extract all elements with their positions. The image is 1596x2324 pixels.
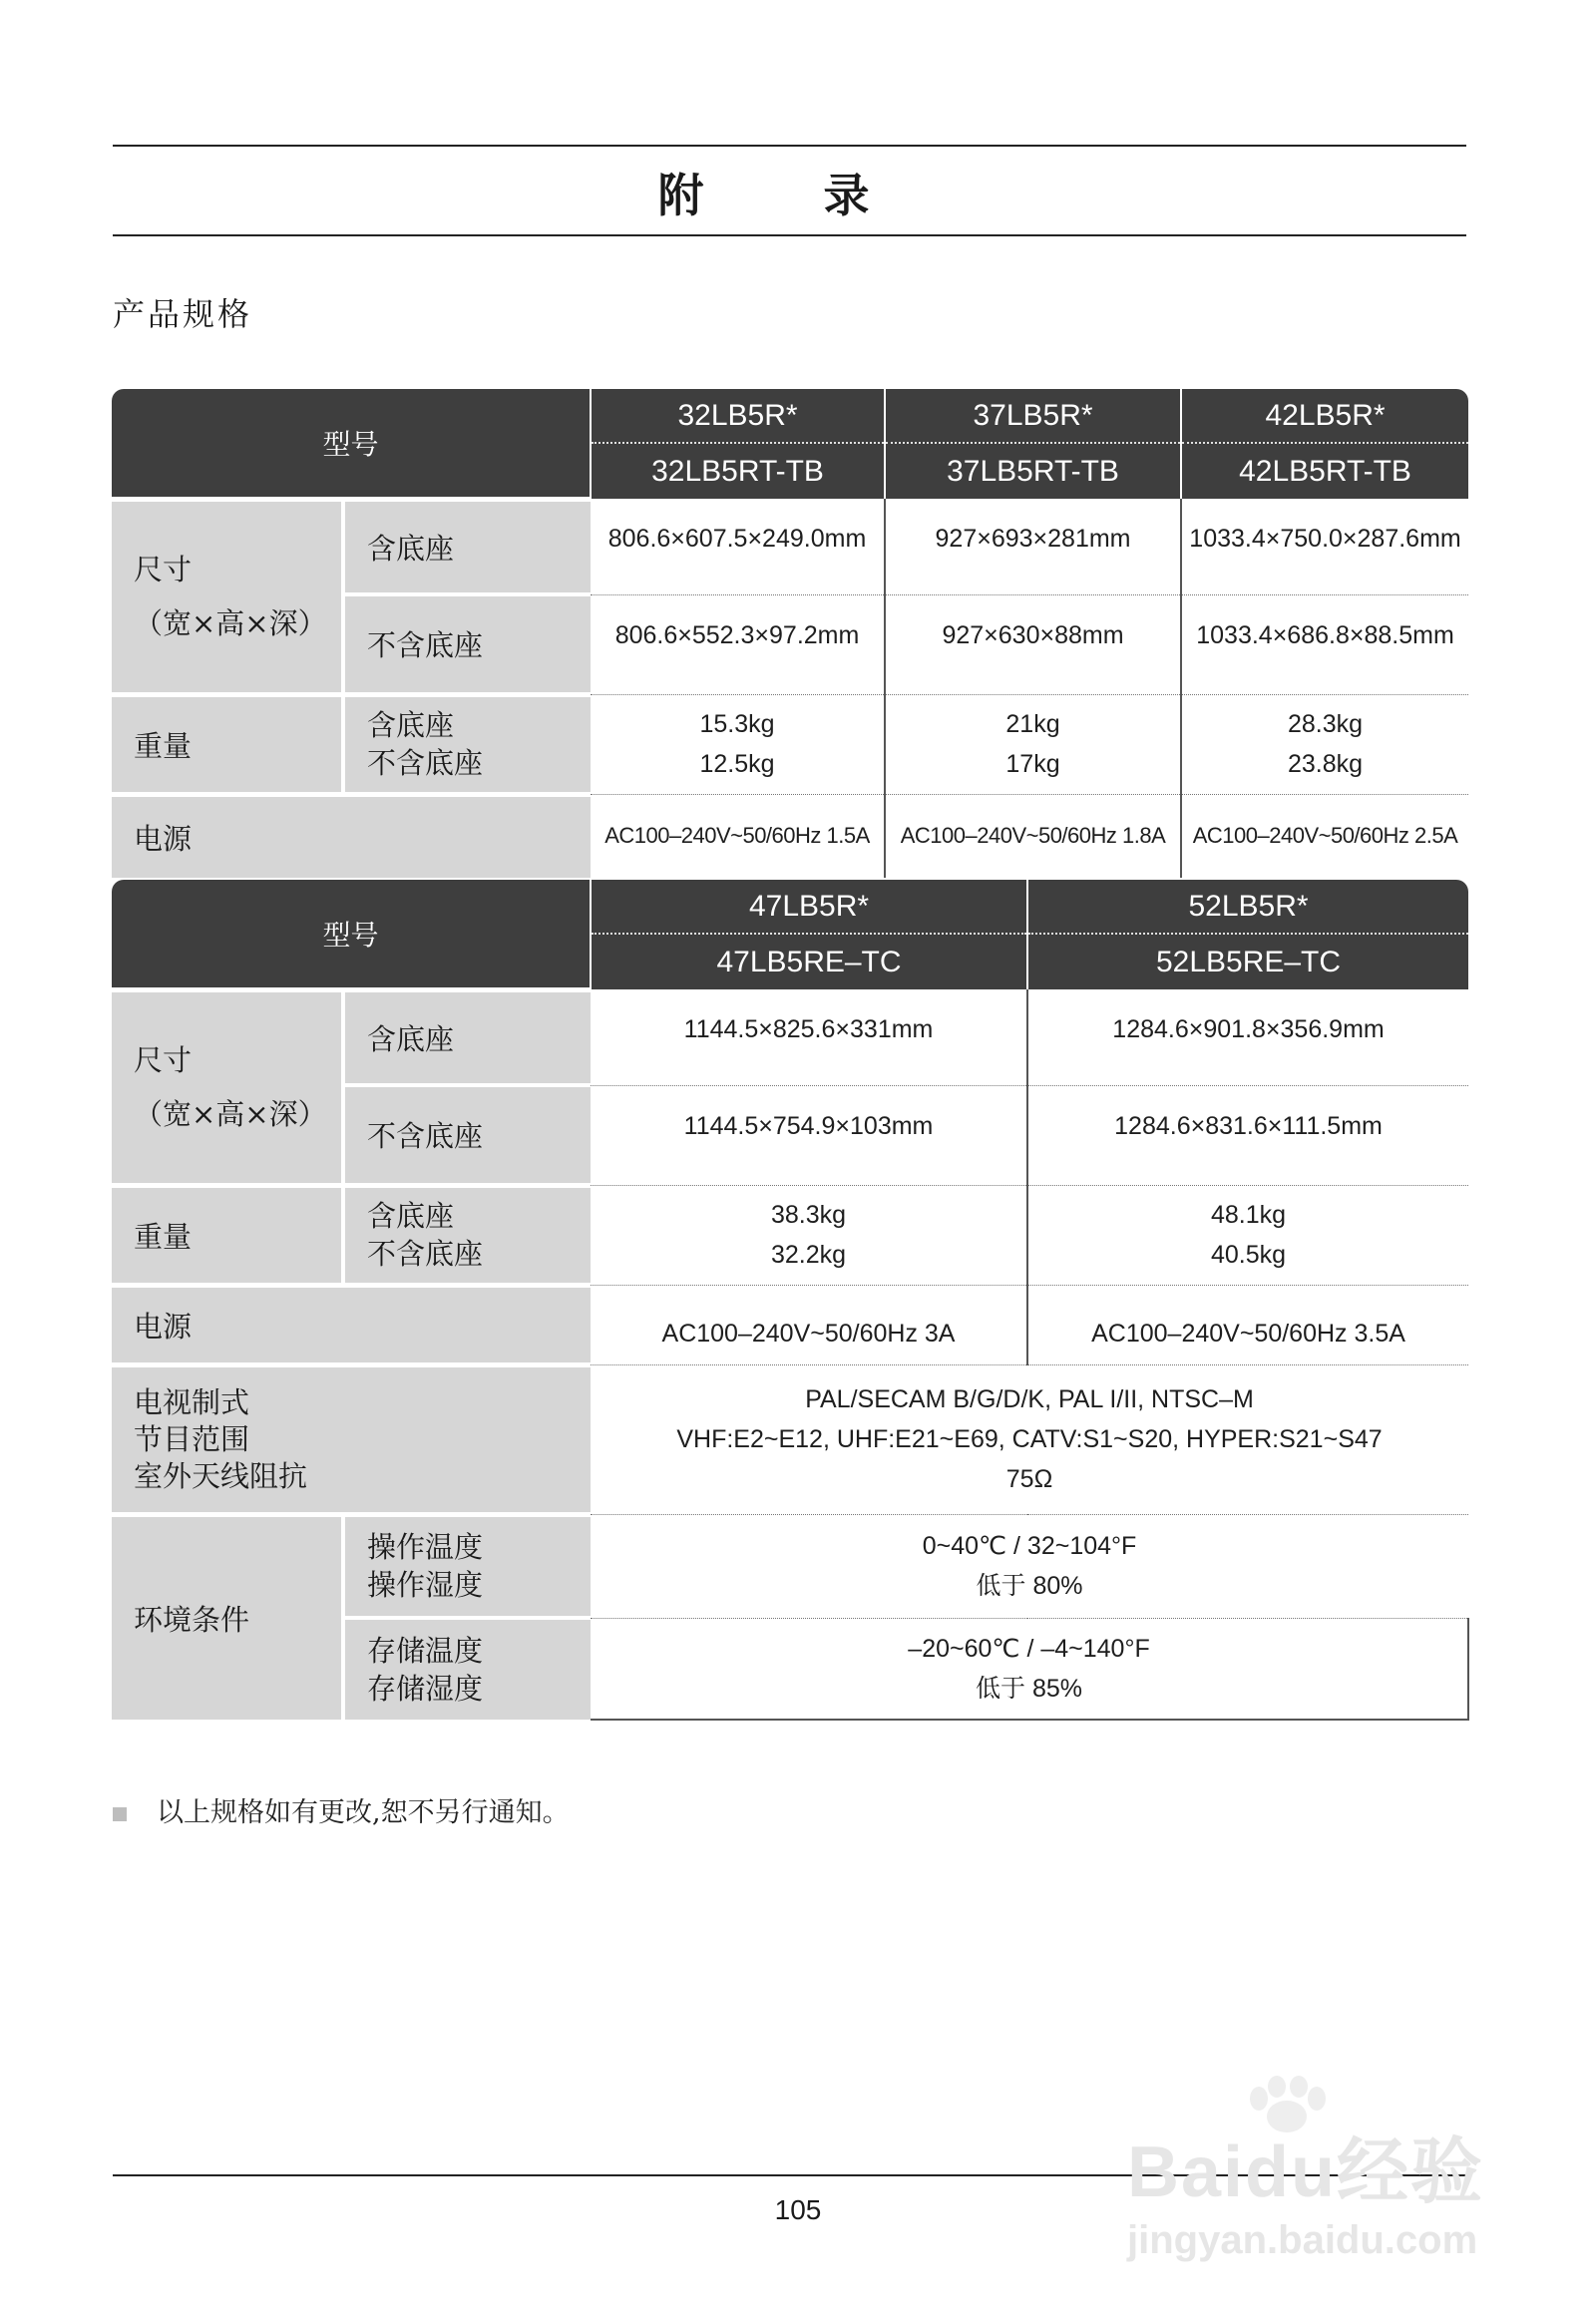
st-humid-value: 低于 85% (976, 1674, 1082, 1703)
weight-values (591, 694, 885, 794)
without-stand-label: 不含底座 (343, 1085, 591, 1185)
weight-sub-labels (343, 1185, 591, 1285)
weight-with-stand: 48.1kg (1210, 1201, 1287, 1229)
size-without-stand: 1284.6×831.6×111.5mm (1027, 1085, 1468, 1185)
power-label: 电源 (112, 1285, 591, 1364)
op-humid-label: 操作湿度 (367, 1568, 484, 1603)
weight-values (885, 694, 1181, 794)
weight-without-stand: 12.5kg (699, 750, 775, 778)
env-label: 环境条件 (112, 1514, 343, 1720)
weight-without-stand: 17kg (1005, 750, 1060, 778)
power-value: AC100–240V~50/60Hz 1.8A (885, 794, 1181, 878)
weight-values (1181, 694, 1468, 794)
model-header-label: 型号 (112, 389, 591, 499)
section-heading: 产品规格 (113, 295, 253, 333)
st-temp-label: 存储温度 (367, 1634, 484, 1668)
model-name: 47LB5R* (591, 880, 1027, 934)
channel-range-value: VHF:E2~E12, UHF:E21~E69, CATV:S1~S20, HYPER:S21~S47 (676, 1425, 1383, 1453)
power-value: AC100–240V~50/60Hz 3A (591, 1285, 1027, 1364)
size-label-text: 尺寸 (134, 1043, 193, 1077)
power-value: AC100–240V~50/60Hz 2.5A (1181, 794, 1468, 878)
page-title: 附 录 (657, 169, 922, 222)
spec-table-1 (112, 389, 1468, 878)
without-stand-label: 不含底座 (343, 594, 591, 694)
storage-values (591, 1618, 1468, 1720)
with-stand-label: 含底座 (367, 708, 455, 742)
weight-without-stand: 32.2kg (770, 1241, 847, 1269)
weight-with-stand: 38.3kg (770, 1201, 847, 1229)
size-with-stand: 927×693×281mm (885, 499, 1181, 594)
power-value: AC100–240V~50/60Hz 1.5A (604, 823, 870, 849)
model-variant: 47LB5RE–TC (591, 934, 1027, 989)
watermark-url: jingyan.baidu.com (1127, 2218, 1478, 2262)
storage-sub-labels (343, 1618, 591, 1720)
size-with-stand: 806.6×607.5×249.0mm (591, 499, 885, 594)
size-with-stand: 1284.6×901.8×356.9mm (1027, 989, 1468, 1085)
weight-values (1027, 1185, 1468, 1285)
model-header-label: 型号 (112, 880, 591, 989)
weight-without-stand: 40.5kg (1210, 1241, 1287, 1269)
size-without-stand: 1033.4×686.8×88.5mm (1181, 594, 1468, 694)
antenna-impedance-value: 75Ω (1005, 1465, 1053, 1493)
size-label-text: 尺寸 (134, 553, 193, 586)
footnote-text: 以上规格如有更改,恕不另行通知。 (157, 1797, 570, 1828)
without-stand-label: 不含底座 (367, 1237, 484, 1271)
weight-with-stand: 28.3kg (1287, 710, 1364, 738)
model-variant: 42LB5RT-TB (1181, 443, 1468, 499)
without-stand-label: 不含底座 (367, 746, 484, 780)
size-without-stand: 1144.5×754.9×103mm (591, 1085, 1027, 1185)
spec-table-2 (112, 880, 1469, 1721)
footnote (113, 1790, 570, 1829)
model-name: 42LB5R* (1181, 389, 1468, 443)
model-name: 52LB5R* (1027, 880, 1468, 934)
with-stand-label: 含底座 (343, 989, 591, 1085)
op-humid-value: 低于 80% (976, 1572, 1083, 1600)
model-variant: 37LB5RT-TB (885, 443, 1181, 499)
size-with-stand: 1033.4×750.0×287.6mm (1181, 499, 1468, 594)
channel-range-label: 节目范围 (134, 1421, 250, 1456)
weight-without-stand: 23.8kg (1287, 750, 1364, 778)
watermark (1127, 2075, 1484, 2263)
weight-with-stand: 15.3kg (699, 710, 775, 738)
op-temp-label: 操作温度 (367, 1530, 484, 1565)
size-without-stand: 806.6×552.3×97.2mm (591, 594, 885, 694)
operating-values (591, 1514, 1468, 1618)
watermark-brand: Baidu经验 (1127, 2132, 1485, 2212)
tv-system-value: PAL/SECAM B/G/D/K, PAL I/II, NTSC–M (805, 1385, 1254, 1413)
size-label (112, 499, 343, 694)
model-variant: 32LB5RT-TB (591, 443, 885, 499)
weight-with-stand: 21kg (1005, 710, 1060, 738)
antenna-impedance-label: 室外天线阻抗 (134, 1458, 308, 1493)
model-name: 32LB5R* (591, 389, 885, 443)
power-label: 电源 (112, 794, 591, 878)
op-temp-value: 0~40℃ / 32~104°F (922, 1532, 1137, 1560)
size-label-dims: （宽×高×深） (134, 1097, 327, 1131)
title-rule (113, 234, 1466, 236)
with-stand-label: 含底座 (343, 499, 591, 594)
weight-sub-labels (343, 694, 591, 794)
size-with-stand: 1144.5×825.6×331mm (591, 989, 1027, 1085)
tv-system-labels (112, 1364, 591, 1514)
weight-values (591, 1185, 1027, 1285)
paw-icon (1237, 2075, 1337, 2134)
top-rule (113, 145, 1466, 147)
st-temp-value: –20~60℃ / –4~140°F (908, 1634, 1150, 1663)
weight-label: 重量 (112, 1185, 343, 1285)
operating-sub-labels (343, 1514, 591, 1618)
weight-label: 重量 (112, 694, 343, 794)
size-without-stand: 927×630×88mm (885, 594, 1181, 694)
size-label (112, 989, 343, 1185)
bullet-square-icon (113, 1807, 127, 1821)
size-label-dims: （宽×高×深） (134, 606, 327, 640)
model-variant: 52LB5RE–TC (1027, 934, 1468, 989)
model-name: 37LB5R* (885, 389, 1181, 443)
tv-system-values (591, 1364, 1468, 1514)
page-number: 105 (774, 2194, 822, 2225)
st-humid-label: 存储湿度 (367, 1672, 484, 1706)
power-value: AC100–240V~50/60Hz 3.5A (1027, 1285, 1468, 1364)
tv-system-label: 电视制式 (134, 1384, 250, 1419)
with-stand-label: 含底座 (367, 1199, 455, 1233)
